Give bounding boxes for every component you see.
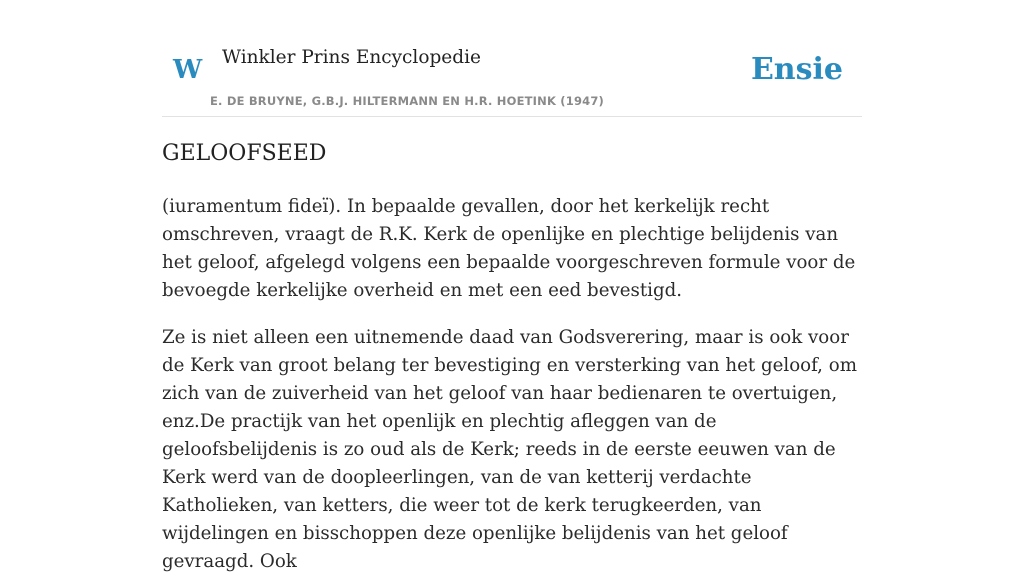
encyclopedia-entry [162, 138, 862, 576]
site-title[interactable]: Winkler Prins Encyclopedie [222, 47, 481, 68]
winkler-prins-logo[interactable]: W [173, 55, 203, 85]
entry-title: GELOOFSEED [162, 141, 327, 166]
entry-paragraph: (iuramentum fideï). In bepaalde gevallen, door het kerkelijk recht omschreven, vraagt de R.K. Kerk de openlijke en plechtige belijdenis van het geloof, afgelegd volgens een bepaalde voorgeschreven formule voor de bevoegde kerkelijke overheid en met een eed bevestigd. [162, 196, 856, 301]
site-header [162, 40, 862, 117]
ensie-brand-link[interactable]: Ensie [750, 52, 843, 87]
entry-paragraph: Ze is niet alleen een uitnemende daad van Godsverering, maar is ook voor de Kerk van groot belang ter bevestiging en versterking van het geloof, om zich van de zuiverheid van het geloof van haar bedienaren te overtuigen, enz.De practijk van het openlijk en plechtig afleggen van de geloofsbelijdenis is zo oud als de Kerk; reeds in de eerste eeuwen van de Kerk werd van de doopleerlingen, van de van ketterij verdachte Katholieken, van ketters, die weer tot de kerk terugkeerden, van wijdelingen en bisschoppen deze openlijke belijdenis van het geloof gevraagd. Ook [162, 327, 857, 572]
site-authors: E. DE BRUYNE, G.B.J. HILTERMANN EN H.R. HOETINK (1947) [210, 94, 605, 108]
